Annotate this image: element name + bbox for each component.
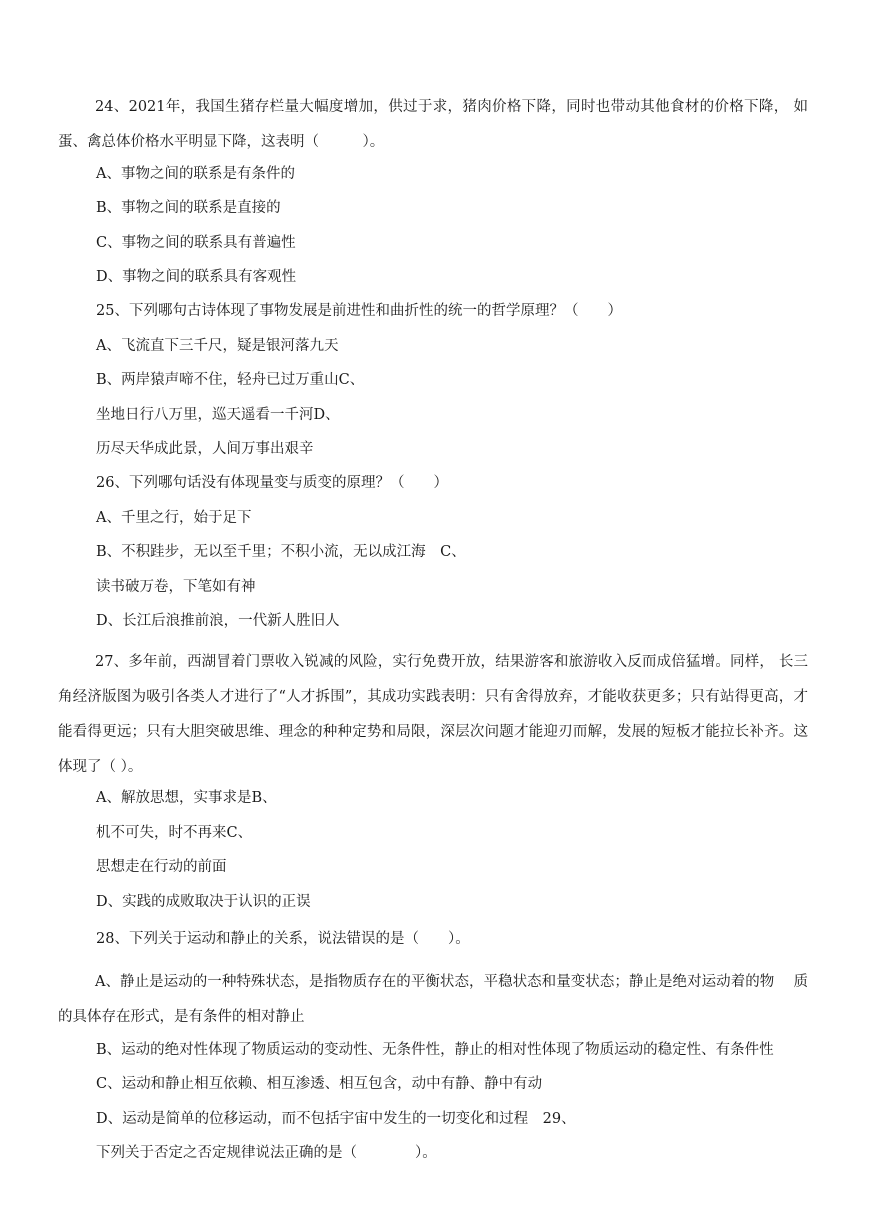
q27-line-4: D、实践的成败取决于认识的正误 [96,894,311,910]
q27-line-1: A、解放思想，实事求是B、 [96,790,277,806]
q25-line-4: 历尽天华成此景，人间万事出艰辛 [96,441,314,457]
q25-line-2: B、两岸猿声啼不住，轻舟已过万重山C、 [96,372,365,388]
q26-line-2: B、不积跬步，无以至千里；不积小流，无以成江海 C、 [96,544,466,560]
q26-stem: 26、下列哪句话没有体现量变与质变的原理？（ ） [96,475,448,491]
q27-line-3: 思想走在行动的前面 [96,859,227,875]
q27-stem: 27、多年前，西湖冒着门票收入锐减的风险，实行免费开放，结果游客和旅游收入反而成倍猛增。同样， 长三角经济版图为吸引各类人才进行了“人才拆围”，其成功实践表明：只有舍得放弃，才能收获更多；只有站得更高，才能看得更远；只有大胆突破思维、理念的种种定势和局限，深层次问题才能迎刃而解，发展的短板才能拉长补齐。这体现了（ ）。 [58,654,808,775]
q28-option-a: A、静止是运动的一种特殊状态，是指物质存在的平衡状态，平稳状态和量变状态；静止是绝对运动着的物 质的具体存在形式，是有条件的相对静止 [58,974,808,1025]
q24-option-a: A、事物之间的联系是有条件的 [96,166,295,182]
q26-line-4: D、长江后浪推前浪，一代新人胜旧人 [96,613,340,629]
q28-option-b: B、运动的绝对性体现了物质运动的变动性、无条件性，静止的相对性体现了物质运动的稳定性、有条件性 [96,1042,774,1058]
q24-option-b: B、事物之间的联系是直接的 [96,200,281,216]
q28-option-d: D、运动是简单的位移运动，而不包括宇宙中发生的一切变化和过程 29、 [96,1111,576,1127]
q24-stem: 24、2021年，我国生猪存栏量大幅度增加，供过于求，猪肉价格下降，同时也带动其他食材的价格下降， 如蛋、禽总体价格水平明显下降，这表明（ ）。 [58,99,808,150]
q27-line-2: 机不可失，时不再来C、 [96,825,253,841]
q25-stem: 25、下列哪句古诗体现了事物发展是前进性和曲折性的统一的哲学原理？（ ） [96,303,622,319]
q25-line-3: 坐地日行八万里，巡天遥看一千河D、 [96,407,340,423]
q25-line-1: A、飞流直下三千尺，疑是银河落九天 [96,338,339,354]
q24-option-c: C、事物之间的联系具有普遍性 [96,235,296,251]
q28-stem: 28、下列关于运动和静止的关系，说法错误的是（ ）。 [96,931,470,947]
q26-line-3: 读书破万卷，下笔如有神 [96,579,256,595]
q24-option-d: D、事物之间的联系具有客观性 [96,269,297,285]
q29-stem: 下列关于否定之否定规律说法正确的是（ ）。 [96,1145,437,1161]
q28-option-c: C、运动和静止相互依赖、相互渗透、相互包含，动中有静、静中有动 [96,1076,543,1092]
q26-line-1: A、千里之行，始于足下 [96,510,252,526]
